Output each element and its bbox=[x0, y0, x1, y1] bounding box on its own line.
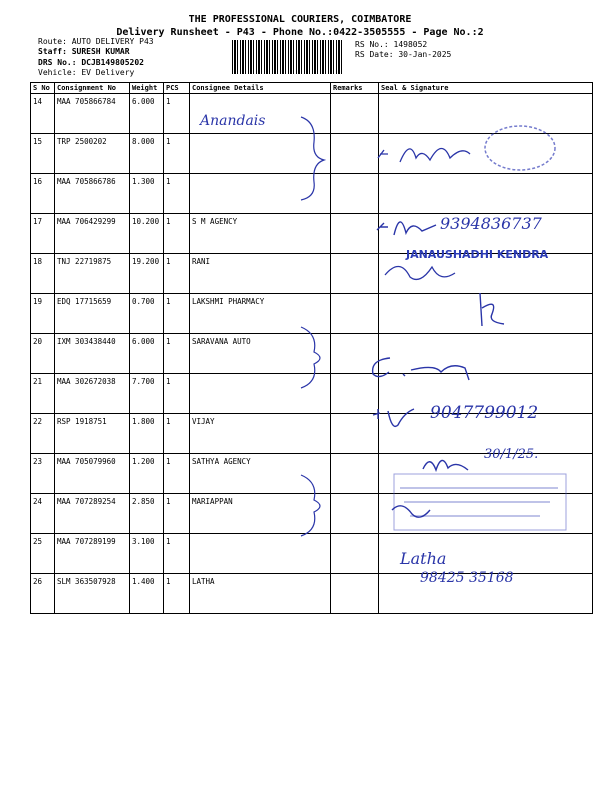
row-consignment: MAA 706429299 bbox=[55, 214, 130, 254]
row-weight: 7.700 bbox=[130, 374, 164, 414]
row-consignment: MAA 705866786 bbox=[55, 174, 130, 214]
row-sno: 21 bbox=[31, 374, 55, 414]
row-pcs: 1 bbox=[164, 214, 190, 254]
table-row bbox=[31, 534, 593, 574]
row-weight: 6.000 bbox=[130, 94, 164, 134]
row-weight: 1.200 bbox=[130, 454, 164, 494]
row-weight: 6.000 bbox=[130, 334, 164, 374]
barcode bbox=[232, 40, 342, 74]
row-remarks bbox=[331, 494, 379, 534]
staff-label: Staff: SURESH KUMAR bbox=[38, 47, 130, 56]
row-consignee bbox=[190, 134, 331, 174]
row-seal bbox=[379, 334, 593, 374]
row-sno: 25 bbox=[31, 534, 55, 574]
row-consignment: RSP 1918751 bbox=[55, 414, 130, 454]
row-remarks bbox=[331, 254, 379, 294]
table-row bbox=[31, 134, 593, 174]
row-consignment: TRP 2500202 bbox=[55, 134, 130, 174]
row-remarks bbox=[331, 414, 379, 454]
row-pcs: 1 bbox=[164, 574, 190, 614]
row-sno: 18 bbox=[31, 254, 55, 294]
col-seal: Seal & Signature bbox=[379, 83, 593, 94]
handwritten-name-row26: Latha bbox=[400, 549, 447, 568]
row-consignee bbox=[190, 534, 331, 574]
row-consignment: IXM 303438440 bbox=[55, 334, 130, 374]
row-consignee: MARIAPPAN bbox=[190, 494, 331, 534]
row-weight: 3.100 bbox=[130, 534, 164, 574]
row-consignee: SATHYA AGENCY bbox=[190, 454, 331, 494]
row-sno: 24 bbox=[31, 494, 55, 534]
col-consignee: Consignee Details bbox=[190, 83, 331, 94]
row-weight: 19.200 bbox=[130, 254, 164, 294]
row-sno: 22 bbox=[31, 414, 55, 454]
row-remarks bbox=[331, 374, 379, 414]
row-consignee bbox=[190, 174, 331, 214]
row-consignee: RANI bbox=[190, 254, 331, 294]
row-sno: 14 bbox=[31, 94, 55, 134]
col-weight: Weight bbox=[130, 83, 164, 94]
handwritten-phone-row22: 9047799012 bbox=[430, 403, 539, 423]
row-sno: 20 bbox=[31, 334, 55, 374]
company-title: THE PROFESSIONAL COURIERS, COIMBATORE bbox=[188, 14, 412, 25]
handwritten-name-row15: Anandais bbox=[200, 113, 266, 129]
col-consignment: Consignment No bbox=[55, 83, 130, 94]
row-pcs: 1 bbox=[164, 254, 190, 294]
runsheet-subtitle: Delivery Runsheet - P43 - Phone No.:0422-3505555 - Page No.:2 bbox=[116, 27, 484, 38]
row-remarks bbox=[331, 454, 379, 494]
row-pcs: 1 bbox=[164, 414, 190, 454]
col-remarks: Remarks bbox=[331, 83, 379, 94]
row-pcs: 1 bbox=[164, 534, 190, 574]
row-seal bbox=[379, 134, 593, 174]
row-weight: 1.400 bbox=[130, 574, 164, 614]
row-seal bbox=[379, 174, 593, 214]
row-sno: 17 bbox=[31, 214, 55, 254]
row-pcs: 1 bbox=[164, 494, 190, 534]
row-pcs: 1 bbox=[164, 374, 190, 414]
row-weight: 8.000 bbox=[130, 134, 164, 174]
handwritten-phone-row26: 98425 35168 bbox=[420, 570, 514, 586]
kendra-stamp: JANAUSHADHI KENDRA bbox=[406, 248, 549, 261]
row-consignment: MAA 707289199 bbox=[55, 534, 130, 574]
row-remarks bbox=[331, 174, 379, 214]
row-pcs: 1 bbox=[164, 454, 190, 494]
col-pcs: PCS bbox=[164, 83, 190, 94]
row-consignee: LATHA bbox=[190, 574, 331, 614]
handwritten-phone-row17: 9394836737 bbox=[440, 214, 542, 233]
row-consignee bbox=[190, 374, 331, 414]
row-consignee: VIJAY bbox=[190, 414, 331, 454]
row-pcs: 1 bbox=[164, 134, 190, 174]
row-weight: 1.300 bbox=[130, 174, 164, 214]
row-weight: 1.800 bbox=[130, 414, 164, 454]
row-sno: 26 bbox=[31, 574, 55, 614]
row-remarks bbox=[331, 214, 379, 254]
rs-no-label: RS No.: 1498052 bbox=[355, 40, 428, 49]
row-remarks bbox=[331, 134, 379, 174]
row-sno: 15 bbox=[31, 134, 55, 174]
table-row bbox=[31, 294, 593, 334]
row-weight: 2.850 bbox=[130, 494, 164, 534]
row-consignee: LAKSHMI PHARMACY bbox=[190, 294, 331, 334]
handwritten-note-row24: 30/1/25. bbox=[484, 447, 539, 462]
row-seal bbox=[379, 494, 593, 534]
row-consignment: EDQ 17715659 bbox=[55, 294, 130, 334]
row-sno: 19 bbox=[31, 294, 55, 334]
table-row bbox=[31, 494, 593, 534]
drs-label: DRS No.: DCJB149805202 bbox=[38, 58, 144, 67]
table-row bbox=[31, 334, 593, 374]
row-consignment: MAA 705866784 bbox=[55, 94, 130, 134]
row-remarks bbox=[331, 334, 379, 374]
row-pcs: 1 bbox=[164, 334, 190, 374]
row-pcs: 1 bbox=[164, 294, 190, 334]
row-sno: 23 bbox=[31, 454, 55, 494]
rs-date-label: RS Date: 30-Jan-2025 bbox=[355, 50, 452, 59]
row-pcs: 1 bbox=[164, 94, 190, 134]
row-weight: 10.200 bbox=[130, 214, 164, 254]
row-remarks bbox=[331, 94, 379, 134]
row-remarks bbox=[331, 574, 379, 614]
route-label: Route: AUTO DELIVERY P43 bbox=[38, 37, 154, 46]
vehicle-label: Vehicle: EV Delivery bbox=[38, 68, 135, 77]
runsheet-table bbox=[30, 82, 593, 614]
row-consignment: TNJ 22719875 bbox=[55, 254, 130, 294]
row-consignee: S M AGENCY bbox=[190, 214, 331, 254]
row-consignment: SLM 363507928 bbox=[55, 574, 130, 614]
row-consignment: MAA 707289254 bbox=[55, 494, 130, 534]
row-consignment: MAA 705079960 bbox=[55, 454, 130, 494]
col-sno: S No bbox=[31, 83, 55, 94]
row-seal bbox=[379, 294, 593, 334]
table-header-row bbox=[31, 83, 593, 94]
row-weight: 0.700 bbox=[130, 294, 164, 334]
table-row bbox=[31, 94, 593, 134]
row-consignee: SARAVANA AUTO bbox=[190, 334, 331, 374]
row-seal bbox=[379, 94, 593, 134]
row-consignment: MAA 302672038 bbox=[55, 374, 130, 414]
table-row bbox=[31, 174, 593, 214]
row-remarks bbox=[331, 534, 379, 574]
row-pcs: 1 bbox=[164, 174, 190, 214]
row-remarks bbox=[331, 294, 379, 334]
row-sno: 16 bbox=[31, 174, 55, 214]
